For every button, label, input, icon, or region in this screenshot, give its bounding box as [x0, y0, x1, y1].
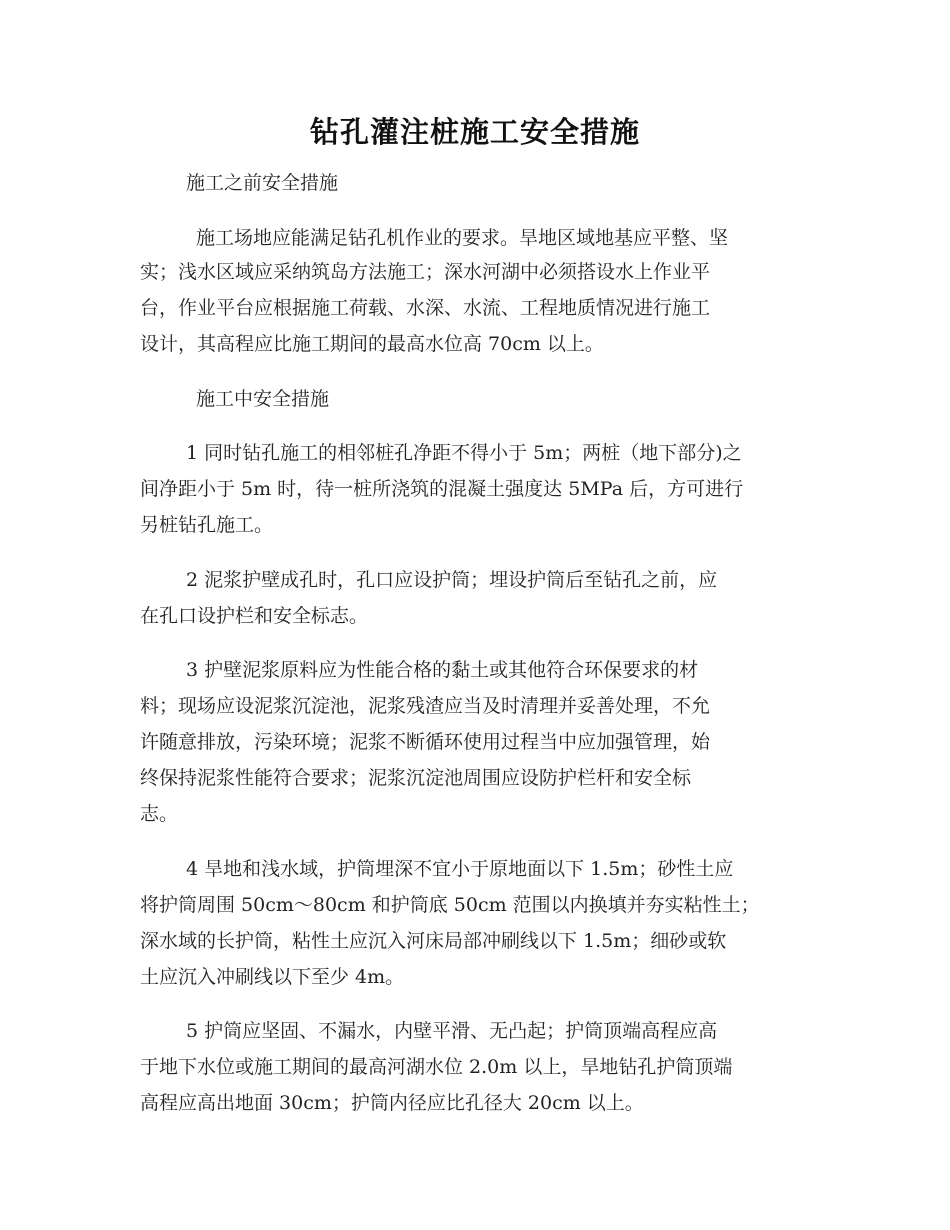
item-4-line: 将护筒周围 50cm～80cm 和护筒底 50cm 范围以内换填并夯实粘性土； — [140, 894, 760, 916]
item-3-line: 3 护壁泥浆原料应为性能合格的黏土或其他符合环保要求的材 — [186, 659, 699, 681]
item-1-line: 间净距小于 5m 时，待一桩所浇筑的混凝土强度达 5MPa 后，方可进行 — [140, 478, 744, 500]
paragraph-line: 实；浅水区域应采纳筑岛方法施工；深水河湖中必须搭设水上作业平 — [140, 261, 711, 283]
paragraph-line: 台，作业平台应根据施工荷载、水深、水流、工程地质情况进行施工 — [140, 297, 711, 319]
item-5-line: 高程应高出地面 30cm；护筒内径应比孔径大 20cm 以上。 — [140, 1092, 644, 1114]
paragraph-line: 设计，其高程应比施工期间的最高水位高 70cm 以上。 — [140, 333, 604, 355]
section-heading-during: 施工中安全措施 — [196, 388, 330, 410]
item-3-line: 志。 — [140, 803, 179, 825]
item-1-line: 1 同时钻孔施工的相邻桩孔净距不得小于 5m；两桩（地下部分)之 — [186, 442, 742, 464]
document-title: 钻孔灌注桩施工安全措施 — [309, 115, 640, 149]
item-4-line: 4 旱地和浅水域，护筒埋深不宜小于原地面以下 1.5m；砂性土应 — [186, 858, 734, 880]
item-5-line: 5 护筒应坚固、不漏水，内壁平滑、无凸起；护筒顶端高程应高 — [186, 1020, 718, 1042]
item-4-line: 土应沉入冲刷线以下至少 4m。 — [140, 966, 405, 988]
paragraph-line: 施工场地应能满足钻孔机作业的要求。旱地区域地基应平整、坚 — [196, 227, 729, 249]
item-4-line: 深水域的长护筒，粘性土应沉入河床局部冲刷线以下 1.5m；细砂或软 — [140, 930, 727, 952]
item-2-line: 2 泥浆护壁成孔时，孔口应设护筒；埋设护筒后至钻孔之前，应 — [186, 569, 718, 591]
section-heading-before: 施工之前安全措施 — [186, 172, 339, 194]
item-3-line: 料；现场应设泥浆沉淀池，泥浆残渣应当及时清理并妥善处理，不允 — [140, 695, 711, 717]
item-3-line: 终保持泥浆性能符合要求；泥浆沉淀池周围应设防护栏杆和安全标 — [140, 767, 692, 789]
item-1-line: 另桩钻孔施工。 — [140, 514, 274, 536]
item-2-line: 在孔口设护栏和安全标志。 — [140, 605, 369, 627]
item-3-line: 许随意排放，污染环境；泥浆不断循环使用过程当中应加强管理，始 — [140, 731, 711, 753]
item-5-line: 于地下水位或施工期间的最高河湖水位 2.0m 以上，旱地钻孔护筒顶端 — [140, 1056, 733, 1078]
